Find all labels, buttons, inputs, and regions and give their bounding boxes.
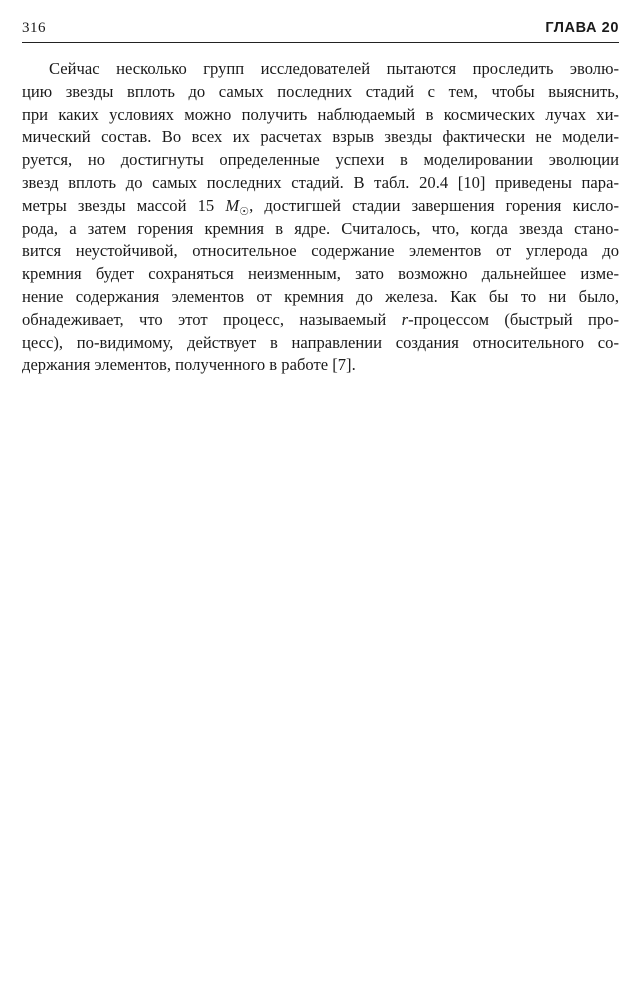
r-symbol: r	[401, 309, 409, 329]
text-line-with-r-process	[22, 309, 619, 332]
text-fragment: обнадеживает, что этот процесс, называемый	[22, 309, 402, 329]
text-line: руется, но достигнуты определенные успехи в моделировании эволюции	[22, 150, 619, 170]
text-line: кремния будет сохраняться неизменным, зато возможно дальнейшее изме-	[22, 264, 619, 284]
text-line: цию звезды вплоть до самых последних стадий с тем, чтобы выяснить,	[22, 81, 619, 101]
body-paragraph	[22, 58, 619, 377]
text-line: нение содержания элементов от кремния до железа. Как бы то ни было,	[22, 286, 619, 306]
text-line-with-solar-mass	[22, 195, 619, 218]
text-line: вится неустойчивой, относительное содержание элементов от углерода до	[22, 241, 619, 261]
text-line: звезд вплоть до самых последних стадий. В табл. 20.4 [10] приведены пара-	[22, 172, 619, 192]
mass-symbol: M	[225, 195, 240, 215]
text-fragment: , достигшей стадии завершения горения кисло-	[249, 195, 619, 215]
solar-subscript: ☉	[239, 205, 250, 218]
text-line: рода, а затем горения кремния в ядре. Считалось, что, когда звезда стано-	[22, 218, 619, 238]
text-line-last: держания элементов, полученного в работе [7].	[22, 355, 356, 375]
text-line: при каких условиях можно получить наблюдаемый в космических лучах хи-	[22, 104, 619, 124]
text-fragment: метры звезды массой 15	[22, 195, 226, 215]
page-number: 316	[22, 20, 46, 36]
text-line: мический состав. Во всех их расчетах взрыв звезды фактически не модели-	[22, 127, 619, 147]
text-fragment: -процессом (быстрый про-	[408, 309, 619, 329]
running-head	[22, 20, 619, 43]
text-line: Сейчас несколько групп исследователей пытаются проследить эволю-	[49, 59, 619, 78]
chapter-title: ГЛАВА 20	[545, 20, 619, 36]
text-line: цесс), по-видимому, действует в направлении создания относительного со-	[22, 332, 619, 352]
